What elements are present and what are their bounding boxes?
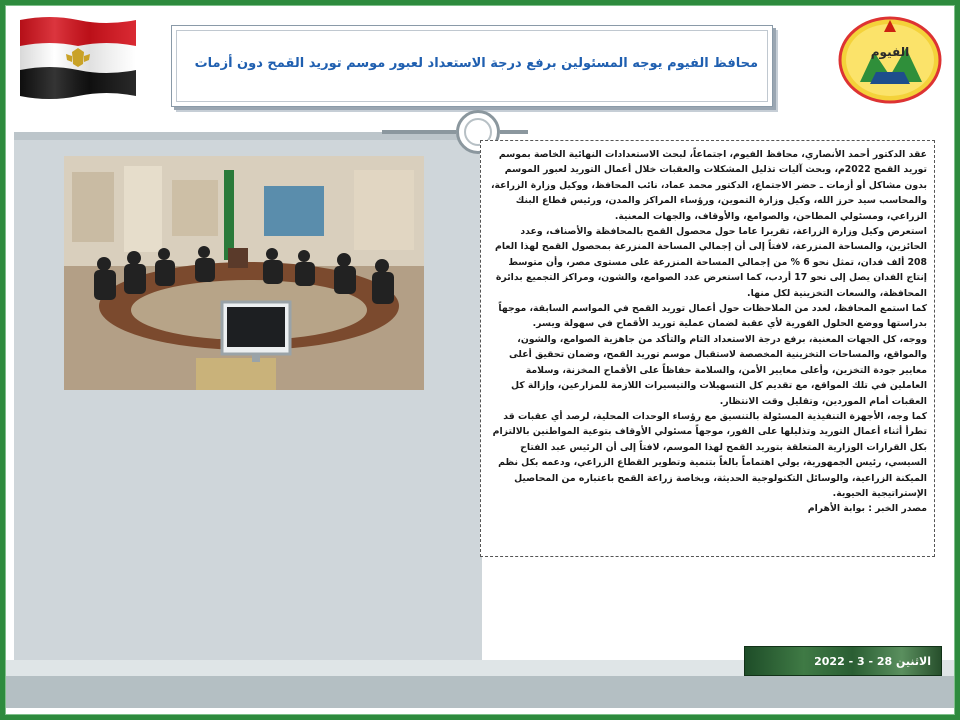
article-paragraph: ووجه، كل الجهات المعنية، برفع درجة الاستعداد التام والتأكد من جاهزية الصوامع، والشون، والمواقع، والمساحات التخزينية المخصصة لاستقبال موسم توريد القمح، وضمان تحقيق أعلى معايير جودة التخزين، وأعلى معايير الأمن، والسلامة حفاظاً على الأقماح المخزنة، وسلامة العاملين في تلك المواقع، مع تقديم كل التسهيلات والتيسيرات اللازمة للمزارعين، وإزالة كل العقبات أمام الموردين، وتقليل وقت الانتظار. xyxy=(509,333,927,407)
date-bar xyxy=(744,646,942,676)
connector-line-left xyxy=(382,130,456,134)
article-paragraph: عقد الدكتور أحمد الأنصاري، محافظ الفيوم، اجتماعاً، لبحث الاستعدادات النهائية الخاصة بموسم توريد القمح 2022م، وبحث آليات تذليل المشكلات والعقبات خلال أعمال التوريد لعبور الموسم بدون مشاكل أو أزمات ـ حضر الاجتماع، الدكتور محمد عماد، نائب المحافظ، ووكيل وزارة الزراعة، والمحاسب سيد حرز الله، وكيل وزارة التموين، ورؤساء المراكز والمدن، ورئيس قطاع البنك الزراعي، ومسئولي المطاحن، والصوامع، والأوقاف، والجهات المعنية. xyxy=(490,149,927,222)
fayoum-governorate-logo-icon xyxy=(834,12,946,104)
article-paragraph: استعرض وكيل وزارة الزراعة، تقريرا عاما حول محصول القمح بالمحافظة والأصناف، وعدد الحائزين، والمساحة المنزرعة، لافتاً إلى أن إجمالي المساحة المنزرعة بمحصول القمح لهذا العام 208 ألف فدان، تمثل نحو 6 % من إجمالي المساحة المنزرعة على مستوى مصر، وأن متوسط إنتاج الفدان يصل إلى نحو 17 أردب، كما استعرض عدد الصوامع، والشون، ومراكز التجميع بدائرة المحافظة، والسعات التخزينية لكل منها. xyxy=(495,226,927,299)
article-source: مصدر الخبر : بوابة الأهرام xyxy=(807,503,927,515)
article-paragraph: كما استمع المحافظ، لعدد من الملاحظات حول أعمال توريد القمح في المواسم السابقة، موجهاً بدراستها ووضع الحلول الفورية لأي عقبة لضمان عملية توريد الأقماح في سهولة ويسر. xyxy=(498,303,927,330)
egypt-flag-icon xyxy=(16,14,140,100)
title-box xyxy=(171,25,773,107)
article-paragraph: كما وجه، الأجهزة التنفيذية المسئولة بالتنسيق مع رؤساء الوحدات المحلية، لرصد أي عقبات قد تطرأ أثناء أعمال التوريد وتذليلها على الفور، موجهاً مسئولي الأوقاف بتوعية المواطنين بالالتزام بكل القرارات الوزارية المتعلقة بتوريد القمح لهذا الموسم، لافتاً إلى أن الرئيس عبد الفتاح السيسي، رئيس الجمهورية، يولي اهتماماً بالغاً بتنمية وتطوير القطاع الزراعي، ودعمه بكل نظم الميكنة الزراعية، والوسائل التكنولوجية الحديثة، وبخاصة زراعة القمح باعتباره من المحاصيل الإستراتيجية الحيوية. xyxy=(492,410,927,499)
svg-text:الفيوم: الفيوم xyxy=(870,45,910,59)
meeting-photo-icon xyxy=(64,156,424,390)
article-title: محافظ الفيوم يوجه المسئولين برفع درجة الاستعداد لعبور موسم توريد القمح دون أزمات xyxy=(194,56,758,71)
article-body xyxy=(480,140,935,557)
date-label: الاثنين 28 - 3 - 2022 xyxy=(814,655,931,668)
footer-band xyxy=(6,676,954,708)
connector-line-right xyxy=(500,130,528,134)
